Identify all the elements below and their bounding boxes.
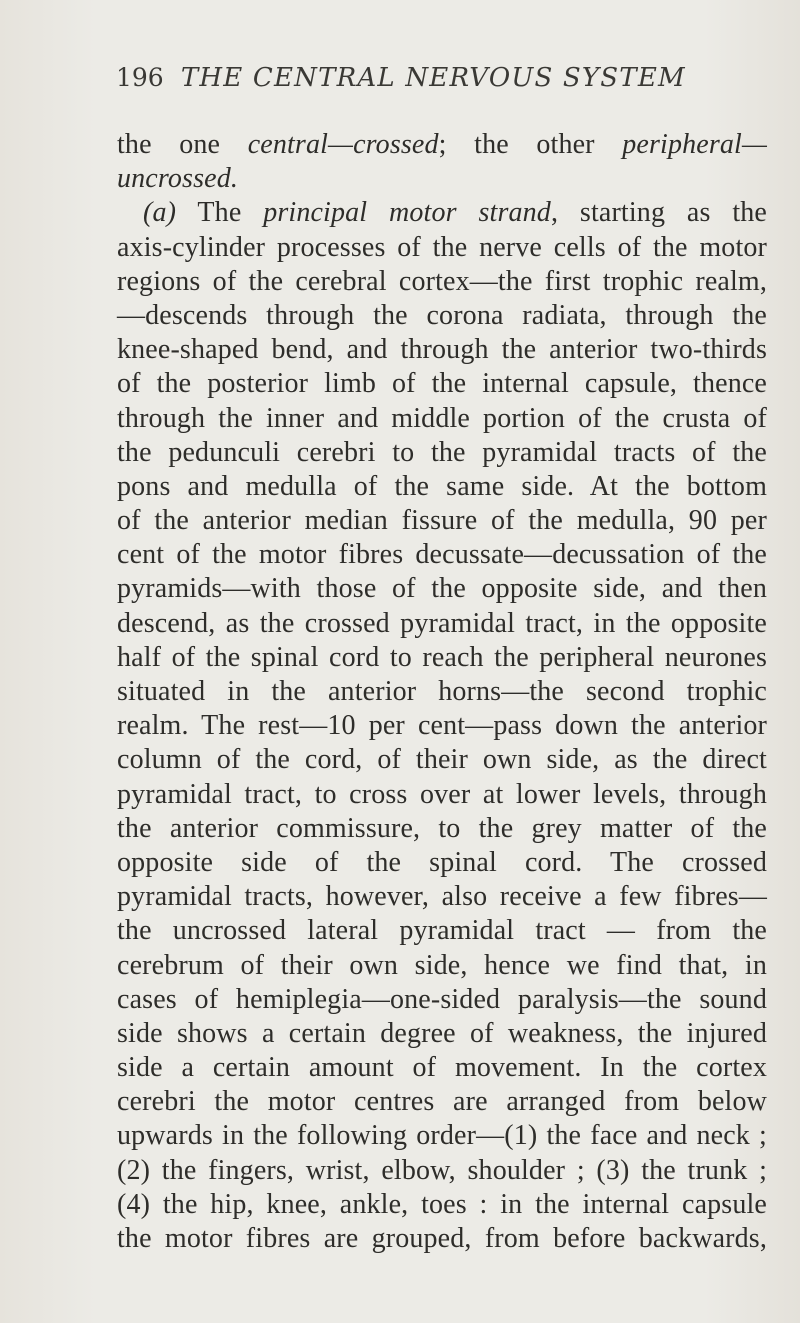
text-line bbox=[117, 538, 767, 572]
text-line bbox=[117, 572, 767, 606]
text-segment: realm. The rest—10 per cent—pass down the anterior bbox=[117, 710, 767, 742]
text-line bbox=[117, 949, 767, 983]
text-segment: side shows a certain degree of weakness, the injured bbox=[117, 1017, 767, 1049]
text-line bbox=[117, 436, 767, 470]
text-segment: opposite side of the spinal cord. The crossed bbox=[117, 846, 767, 878]
page-header bbox=[116, 63, 756, 103]
text-segment: the pedunculi cerebri to the pyramidal tracts of the bbox=[117, 436, 767, 468]
text-segment: knee-shaped bend, and through the anterior two-thirds bbox=[117, 334, 767, 366]
text-line bbox=[117, 402, 767, 436]
text-segment: side a certain amount of movement. In the cortex bbox=[117, 1052, 767, 1084]
text-segment: descend, as the crossed pyramidal tract, in the opposite bbox=[117, 607, 767, 639]
text-segment: The bbox=[176, 197, 264, 229]
text-line bbox=[117, 709, 767, 743]
text-line bbox=[117, 607, 767, 641]
text-line bbox=[117, 1017, 767, 1051]
italic-text: uncrossed. bbox=[117, 163, 239, 195]
text-line bbox=[117, 162, 767, 196]
text-segment: regions of the cerebral cortex—the first trophic realm, bbox=[117, 265, 767, 297]
text-segment: cerebrum of their own side, hence we find that, in bbox=[117, 949, 767, 981]
text-line bbox=[117, 333, 767, 367]
italic-text: principal motor strand bbox=[263, 197, 551, 229]
text-segment: cent of the motor fibres decussate—decussation of the bbox=[117, 539, 767, 571]
text-line bbox=[117, 128, 767, 162]
text-line bbox=[117, 983, 767, 1017]
text-segment: the one bbox=[117, 129, 248, 160]
italic-text: (a) bbox=[143, 197, 177, 229]
text-segment: upwards in the following order—(1) the face and neck ; bbox=[117, 1120, 767, 1152]
text-segment: pyramidal tract, to cross over at lower levels, through bbox=[117, 778, 767, 810]
text-line bbox=[117, 812, 767, 846]
text-line bbox=[117, 1188, 767, 1222]
text-segment: axis-cylinder processes of the nerve cells of the motor bbox=[117, 231, 767, 263]
italic-text: peripheral— bbox=[622, 129, 767, 160]
italic-text: central—crossed bbox=[247, 129, 439, 160]
text-line bbox=[117, 914, 767, 948]
text-segment: the motor fibres are grouped, from before backwards, bbox=[117, 1223, 767, 1254]
text-segment: cerebri the motor centres are arranged from below bbox=[117, 1086, 767, 1118]
text-line bbox=[117, 265, 767, 299]
text-line bbox=[117, 470, 767, 504]
text-segment: pons and medulla of the same side. At the bottom bbox=[117, 470, 767, 502]
text-line bbox=[117, 675, 767, 709]
text-line bbox=[117, 778, 767, 812]
text-line bbox=[117, 367, 767, 401]
text-line bbox=[117, 1222, 767, 1256]
page-number: 196 bbox=[116, 63, 164, 92]
text-segment: cases of hemiplegia—one-sided paralysis—the sound bbox=[117, 983, 767, 1015]
text-line bbox=[117, 504, 767, 538]
text-line bbox=[117, 880, 767, 914]
text-segment: situated in the anterior horns—the second trophic bbox=[117, 676, 767, 707]
text-segment: the anterior commissure, to the grey matter of the bbox=[117, 812, 767, 844]
text-segment: of the anterior median fissure of the medulla, 90 per bbox=[117, 505, 767, 537]
body-text bbox=[117, 128, 767, 1256]
text-segment: column of the cord, of their own side, as the direct bbox=[117, 744, 767, 776]
running-head: THE CENTRAL NERVOUS SYSTEM bbox=[180, 63, 686, 93]
text-segment: pyramids—with those of the opposite side, and then bbox=[117, 573, 767, 605]
text-segment: , starting as the bbox=[550, 197, 767, 229]
text-segment: (2) the fingers, wrist, elbow, shoulder ; (3) the trunk ; bbox=[117, 1154, 767, 1186]
text-line bbox=[117, 641, 767, 675]
text-line bbox=[117, 1119, 767, 1153]
text-line bbox=[117, 1154, 767, 1188]
text-line bbox=[117, 743, 767, 777]
text-line bbox=[117, 299, 767, 333]
text-line bbox=[117, 1051, 767, 1085]
text-segment: through the inner and middle portion of the crusta of bbox=[117, 402, 767, 434]
text-segment: (4) the hip, knee, ankle, toes : in the internal capsule bbox=[117, 1188, 767, 1220]
text-line bbox=[117, 196, 767, 230]
text-line bbox=[117, 846, 767, 880]
text-line bbox=[117, 231, 767, 265]
text-segment: of the posterior limb of the internal capsule, thence bbox=[117, 368, 767, 400]
text-segment: the uncrossed lateral pyramidal tract — from the bbox=[117, 915, 767, 947]
text-segment: pyramidal tracts, however, also receive a few fibres— bbox=[117, 881, 767, 913]
text-segment: ; the other bbox=[438, 129, 623, 160]
text-line bbox=[117, 1085, 767, 1119]
text-segment: —descends through the corona radiata, through the bbox=[117, 299, 767, 331]
text-segment: half of the spinal cord to reach the peripheral neurones bbox=[117, 641, 767, 673]
